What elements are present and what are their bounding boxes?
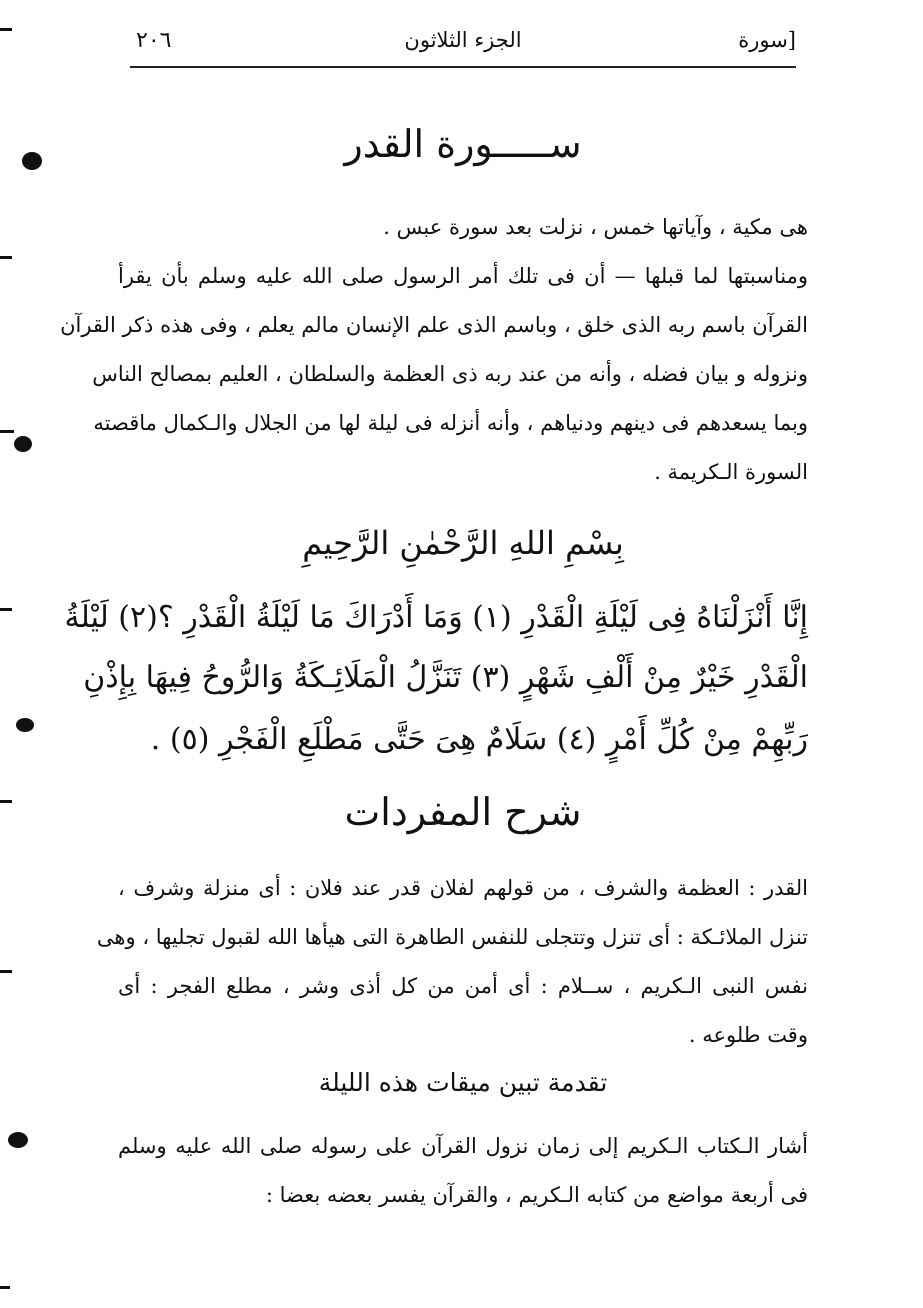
scan-mark (0, 800, 12, 803)
section-subheading: تقدمة تبين ميقات هذه الليلة (318, 1068, 608, 1097)
scan-mark (0, 970, 12, 973)
vocabulary-line: وقت طلوعه . (688, 1023, 808, 1047)
intro-line: وبما يسعدهم فى دينهم ودنياهم ، وأنه أنزله فى ليلة لها من الجلال والـكمال ماقصته (93, 411, 808, 435)
scan-blot (22, 152, 42, 170)
vocabulary-line: نفس النبى الـكريم ، ســلام : أى أمن من كل أذى وشر ، مطلع الفجر : أى (118, 974, 808, 998)
scan-blot (14, 436, 32, 452)
intro-line: ومناسبتها لما قبلها — أن فى تلك أمر الرسول صلى الله عليه وسلم بأن يقرأ (118, 264, 808, 288)
vocabulary-line: القدر : العظمة والشرف ، من قولهم لفلان قدر عند فلان : أى منزلة وشرف ، (118, 876, 808, 900)
scan-mark (0, 430, 14, 433)
intro-line: السورة الـكريمة . (654, 460, 808, 484)
scan-blot (8, 1132, 28, 1148)
scan-mark (0, 256, 12, 259)
page-number: ٢٠٦ (136, 28, 172, 53)
verse-line: إِنَّا أَنْزَلْنَاهُ فِى لَيْلَةِ الْقَدْرِ (١) وَمَا أَدْرَاكَ مَا لَيْلَةُ الْقَدْرِ ؟(٢) لَيْلَةُ (64, 600, 808, 635)
intro-line: هى مكية ، وآياتها خمس ، نزلت بعد سورة عبس . (383, 215, 808, 239)
surah-title: ســـــورة القدر (344, 122, 582, 166)
basmala: بِسْمِ اللهِ الرَّحْمٰنِ الرَّحِيمِ (302, 524, 624, 562)
vocabulary-heading: شرح المفردات (344, 790, 582, 834)
verse-line: رَبِّهِمْ مِنْ كُلِّ أَمْرٍ (٤) سَلَامٌ هِىَ حَتَّى مَطْلَعِ الْفَجْرِ (٥) . (150, 722, 808, 757)
closing-line: فى أربعة مواضع من كتابه الـكريم ، والقرآن يفسر بعضه بعضا : (265, 1183, 808, 1207)
running-header (130, 22, 796, 68)
scan-mark (0, 28, 12, 31)
closing-line: أشار الـكتاب الـكريم إلى زمان نزول القرآن على رسوله صلى الله عليه وسلم (118, 1134, 808, 1158)
part-title: الجزء الثلاثون (404, 28, 522, 52)
intro-line: ونزوله و بيان فضله ، وأنه من عند ربه ذى العظمة والسلطان ، العليم بمصالح الناس (92, 362, 808, 386)
vocabulary-line: تنزل الملائـكة : أى تنزل وتتجلى للنفس الطاهرة التى هيأها الله لقبول تجليها ، وهى (96, 925, 808, 949)
intro-line: القرآن باسم ربه الذى خلق ، وباسم الذى علم الإنسان مالم يعلم ، وفى هذه ذكر القرآن (60, 313, 808, 337)
surah-running-label: [سورة (738, 28, 796, 52)
verse-line: الْقَدْرِ خَيْرٌ مِنْ أَلْفِ شَهْرٍ (٣) تَنَزَّلُ الْمَلَائِـكَةُ وَالرُّوحُ فِيهَا بِإِذْنِ (83, 660, 808, 695)
scan-mark (0, 1286, 10, 1289)
scan-blot (16, 718, 34, 732)
scan-mark (0, 608, 12, 611)
